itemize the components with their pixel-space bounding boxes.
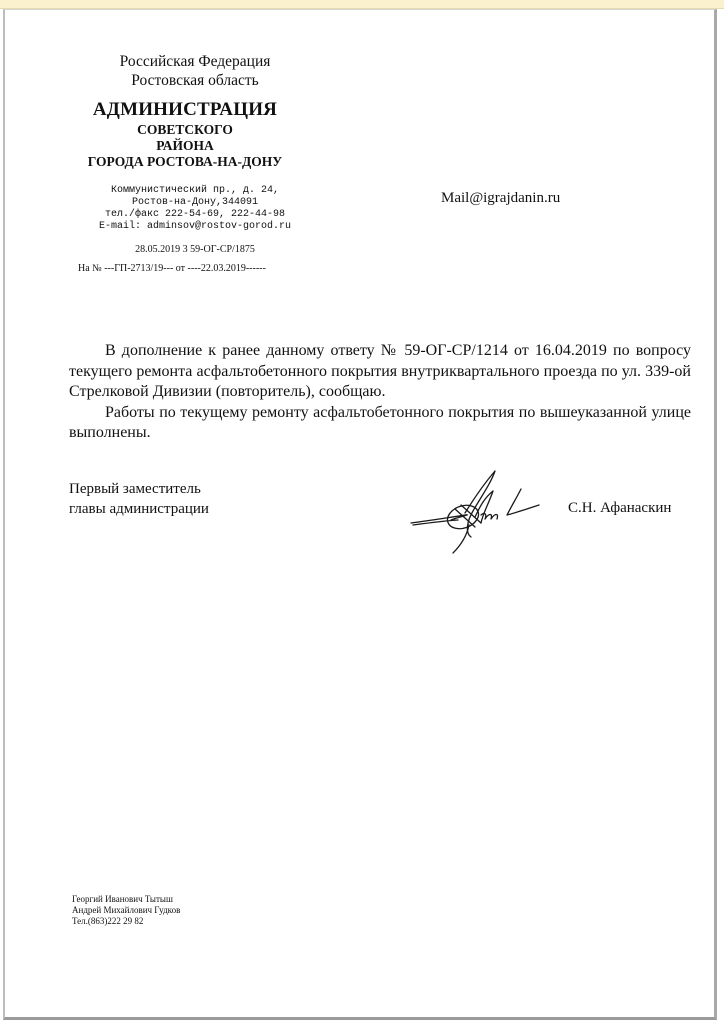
email-line: E-mail: adminsov@rostov-gorod.ru [98, 221, 292, 232]
letter-body [69, 341, 691, 444]
phone-fax-line: тел./факс 222-54-69, 222-44-98 [104, 209, 286, 220]
body-paragraph-1: В дополнение к ранее данному ответу № 59-ОГ-СР/1214 от 16.04.2019 по вопросу текущего ремонта асфальтобетонного покрытия внутриквартального проезда по ул. 339-ой Стрелковой Дивизии (повторитель), сообщаю. [69, 342, 691, 400]
handwritten-signature-icon [403, 465, 563, 555]
recipient-email: Mail@igrajdanin.ru [441, 190, 561, 206]
letterhead-country: Российская Федерация [119, 53, 271, 70]
body-paragraph-2: Работы по текущему ремонту асфальтобетонного покрытия по вышеуказанной улице выполнены. [69, 403, 691, 441]
signatory-position-line-1: Первый заместитель [69, 481, 201, 497]
executor-line-2: Андрей Михайлович Гудков [72, 905, 181, 915]
org-sub-line-2: РАЙОНА [156, 138, 214, 153]
address-line-1: Коммунистический пр., д. 24, [110, 185, 280, 196]
address-line-2: Ростов-на-Дону,344091 [131, 197, 259, 208]
outgoing-reference: 28.05.2019 3 59-ОГ-СР/1875 [135, 244, 255, 255]
executor-line-1: Георгий Иванович Тытыш [72, 894, 173, 904]
executor-phone: Тел.(863)222 29 82 [72, 916, 144, 926]
signatory-position-line-2: главы администрации [69, 501, 209, 517]
org-title: АДМИНИСТРАЦИЯ [92, 99, 278, 120]
incoming-reference: На № ---ГП-2713/19--- от ----22.03.2019------ [78, 263, 266, 274]
document-page [3, 9, 717, 1020]
letterhead-region: Ростовская область [131, 72, 259, 89]
signatory-name: С.Н. Афанаскин [568, 500, 672, 516]
viewer-top-band [0, 0, 724, 9]
org-sub-line-1: СОВЕТСКОГО [137, 122, 233, 137]
org-sub-line-3: ГОРОДА РОСТОВА-НА-ДОНУ [87, 154, 283, 169]
